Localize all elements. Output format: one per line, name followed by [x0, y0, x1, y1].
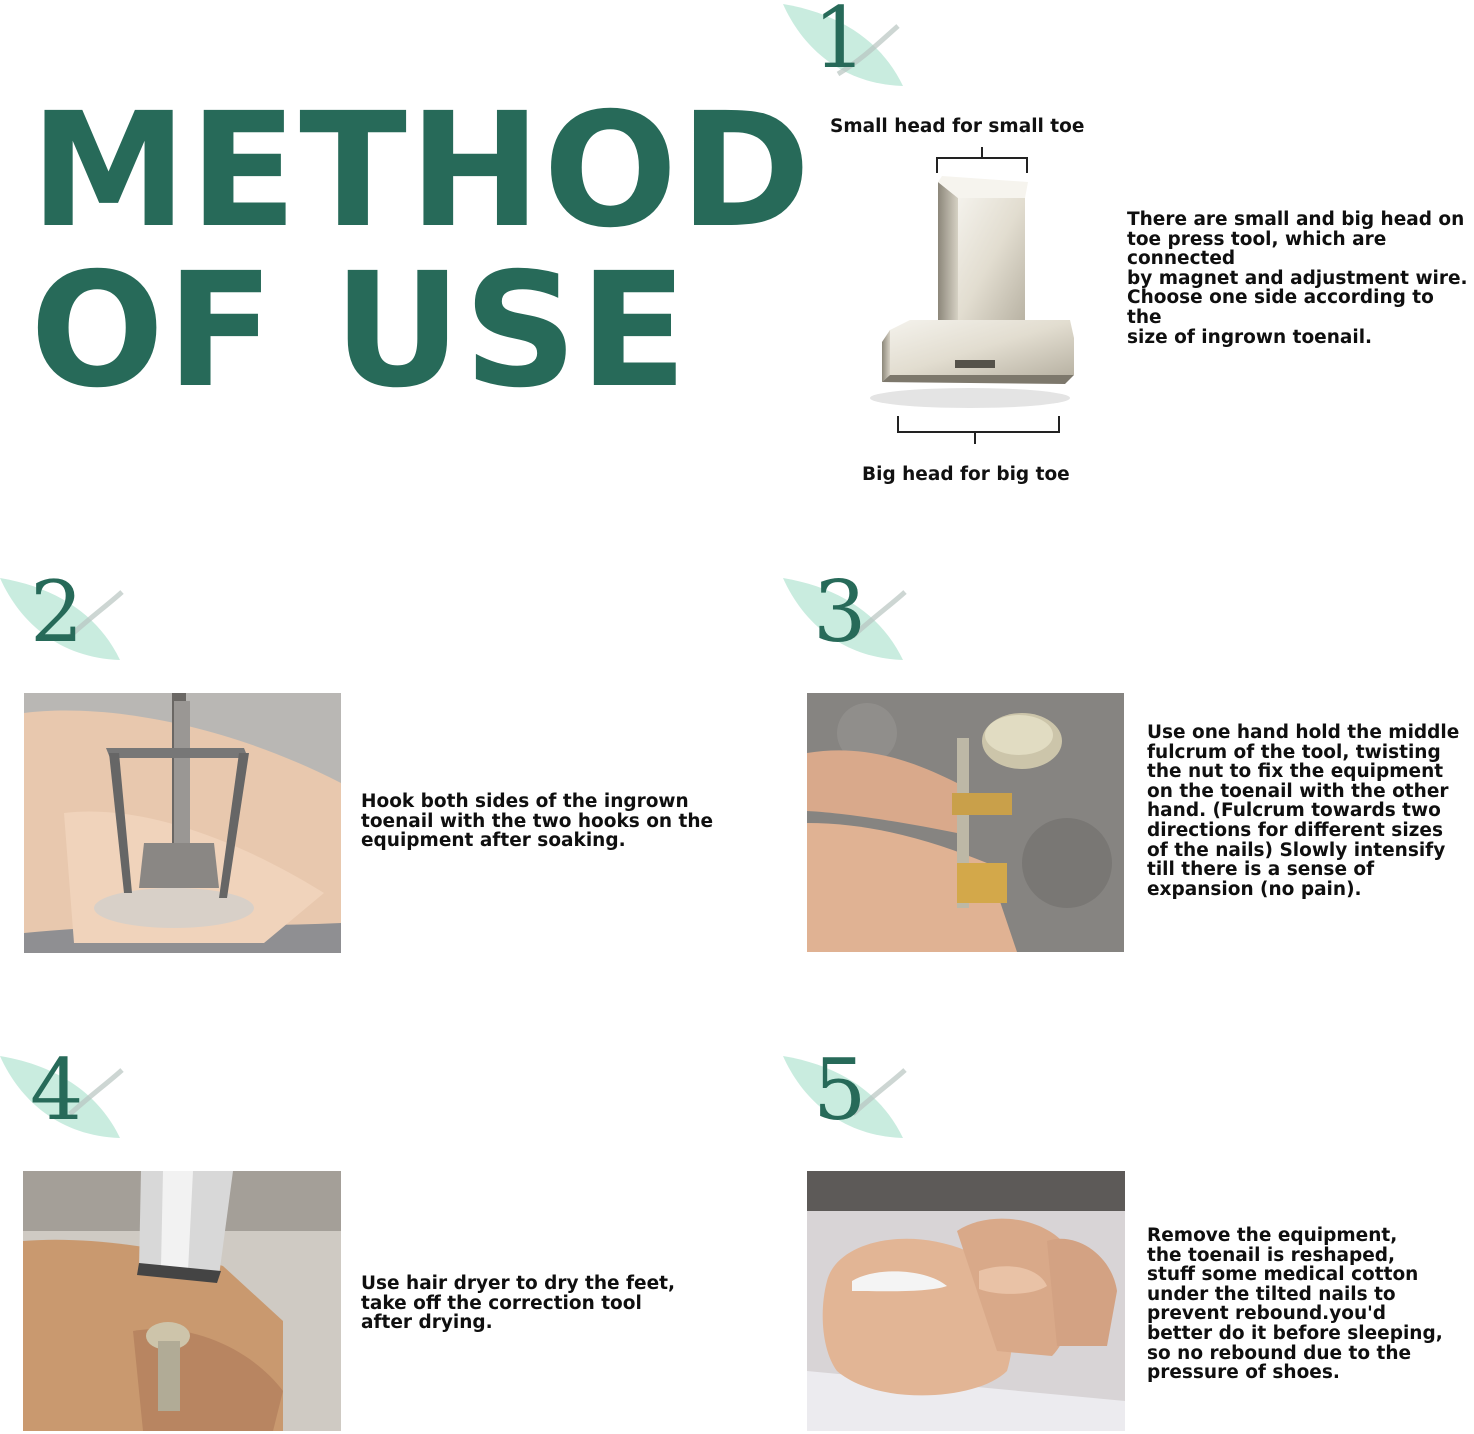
step-4-badge: [0, 1041, 140, 1146]
step-3-badge: [783, 563, 923, 668]
big-head-label: Big head for big toe: [862, 464, 1070, 485]
page-title-line-1: METHOD: [30, 79, 813, 263]
step-5-number: 5: [813, 1041, 867, 1139]
step-4-number: 4: [30, 1041, 84, 1139]
step-2-photo: [24, 693, 341, 953]
step-2-description: Hook both sides of the ingrown toenail with the two hooks on the equipment after soaking.: [361, 791, 714, 852]
step-1-number: 1: [813, 0, 867, 87]
step-4-photo: [23, 1171, 341, 1431]
small-head-label: Small head for small toe: [830, 116, 1085, 137]
step-2-number: 2: [30, 563, 84, 661]
step-3-number: 3: [813, 563, 867, 661]
step-4-description: Use hair dryer to dry the feet, take off the correction tool after drying.: [361, 1273, 675, 1334]
step-2-badge: [0, 563, 140, 668]
step-3-photo: [807, 693, 1124, 952]
step-5-photo: [807, 1171, 1125, 1431]
toe-press-tool-image: [860, 170, 1090, 410]
step-5-badge: [783, 1041, 923, 1146]
step-3-description: Use one hand hold the middle fulcrum of the tool, twisting the nut to fix the equipment on the toenail with the other hand. (Fulcrum towards two directions for different sizes of the nails) Slowly intensify till there is a sense of expansion (no pain).: [1147, 722, 1460, 900]
step-1-description: There are small and big head on toe press tool, which are connected by magnet and adjustment wire. Choose one side according to the size of ingrown toenail.: [1127, 209, 1468, 348]
page-title-line-2: OF USE: [30, 239, 690, 423]
big-head-bracket: [897, 414, 1061, 446]
step-1-badge: [783, 0, 923, 94]
step-5-description: Remove the equipment, the toenail is reshaped, stuff some medical cotton under the tilted nails to prevent rebound.you'd better do it before sleeping, so no rebound due to the pressure of shoes.: [1147, 1225, 1443, 1384]
